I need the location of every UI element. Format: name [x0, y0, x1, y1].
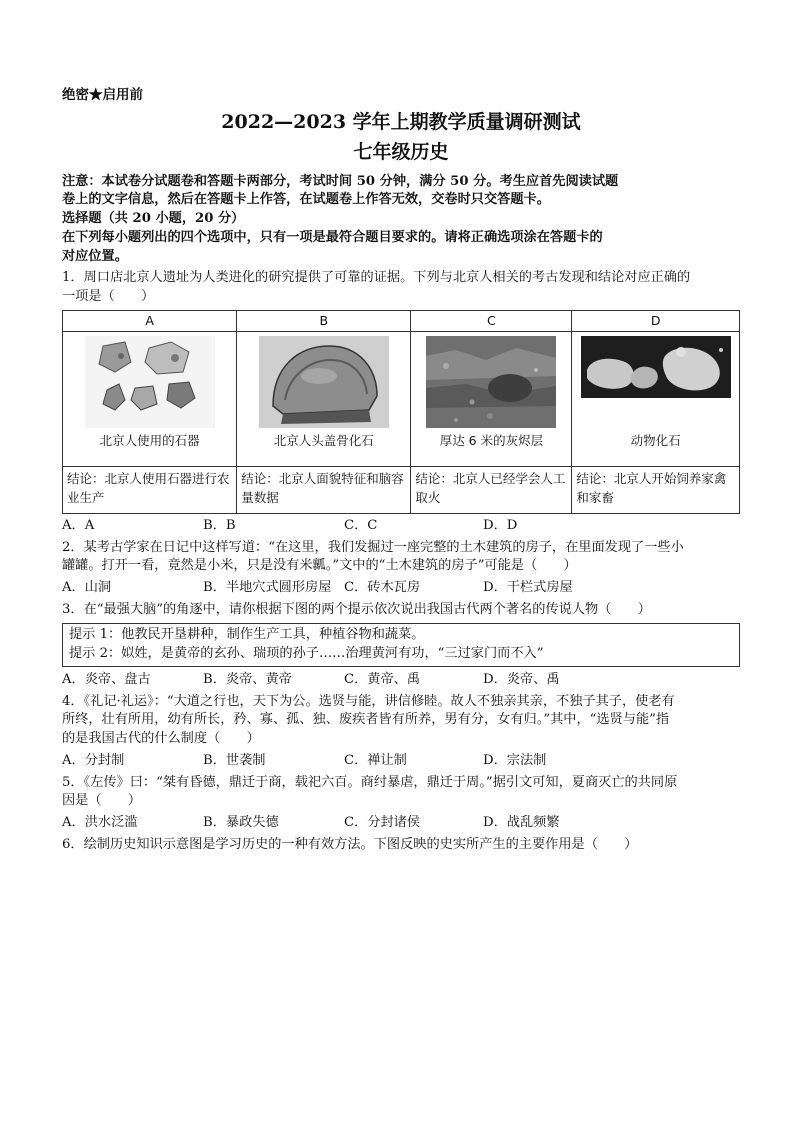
- q1-stem-line-1: 1．周口店北京人遗址为人类进化的研究提供了可靠的证据。下列与北京人相关的考古发现和结论对应正确的: [62, 270, 691, 286]
- exam-subject: 七年级历史: [353, 140, 449, 163]
- question-4: [62, 693, 740, 771]
- q4-option-a[interactable]: A．分封制: [62, 752, 125, 768]
- q3-options: [62, 671, 740, 690]
- q2-stem-line-2: 罐罐。打开一看，竟然是小米，只是没有米瓤。”文中的“土木建筑的房子”可能是（ ）: [62, 558, 577, 574]
- section-heading: 选择题（共 20 小题，20 分）: [62, 211, 245, 227]
- q2-options: [62, 579, 740, 598]
- skull-fossil-image: [259, 336, 389, 428]
- question-2: [62, 539, 740, 598]
- q3-option-d[interactable]: D．炎帝、禹: [483, 671, 560, 687]
- q5-option-b[interactable]: B．暴政失德: [203, 815, 279, 831]
- q1-caption-d: 动物化石: [630, 432, 681, 448]
- q4-stem-line-2: 所终，壮有所用，幼有所长，矜、寡、孤、独、废疾者皆有所养，男有分，女有归。”其中，“选贤与能”指: [62, 712, 670, 728]
- notice-line-1: 注意：本试卷分试题卷和答题卡两部分，考试时间 50 分钟，满分 50 分。考生应首先阅读试题: [62, 173, 619, 189]
- q1-conclusion-a: 结论：北京人使用石器进行农业生产: [63, 466, 237, 513]
- q5-options: [62, 814, 740, 833]
- q4-options: [62, 752, 740, 771]
- q4-stem-line-3: 的是我国古代的什么制度（ ）: [62, 731, 260, 747]
- q3-hint-box: [62, 623, 740, 666]
- q1-conclusion-d: 结论：北京人开始饲养家禽和家畜: [572, 466, 740, 513]
- q3-option-a[interactable]: A．炎帝、盘古: [62, 671, 151, 687]
- exam-title: 2022—2023 学年上期教学质量调研测试: [221, 111, 581, 134]
- q1-col-d-letter: D: [572, 310, 740, 331]
- q1-caption-c: 厚达 6 米的灰烬层: [439, 432, 544, 448]
- q4-stem-line-1: 4．《礼记·礼运》：“大道之行也，天下为公。选贤与能，讲信修睦。故人不独亲其亲，不独子其子，使老有: [62, 693, 675, 709]
- q1-cell-c: [411, 331, 572, 466]
- question-1: [62, 269, 740, 535]
- q1-caption-b: 北京人头盖骨化石: [273, 432, 374, 448]
- q5-stem-line-2: 因是（ ）: [62, 793, 142, 809]
- q2-option-b[interactable]: B．半地穴式圆形房屋: [203, 580, 332, 595]
- q3-hint-1: 提示 1：他教民开垦耕种，制作生产工具，种植谷物和蔬菜。: [69, 627, 425, 643]
- q1-cell-d: [572, 331, 740, 466]
- q1-stem-line-2: 一项是（ ）: [62, 289, 155, 305]
- q2-option-c[interactable]: C．砖木瓦房: [344, 580, 421, 595]
- q6-stem: 6．绘制历史知识示意图是学习历史的一种有效方法。下图反映的史实所产生的主要作用是（ ）: [62, 836, 638, 852]
- question-3: [62, 601, 740, 690]
- section-instruction-1: 在下列每小题列出的四个选项中，只有一项是最符合题目要求的。请将正确选项涂在答题卡的: [62, 229, 603, 245]
- q2-stem-line-1: 2．某考古学家在日记中这样写道：“在这里，我们发掘过一座完整的土木建筑的房子，在里面发现了一些小: [62, 539, 684, 555]
- q1-option-a[interactable]: A．A: [62, 517, 95, 533]
- q1-option-b[interactable]: B．B: [203, 517, 236, 533]
- q5-option-d[interactable]: D．战乱频繁: [483, 815, 560, 831]
- notice-line-2: 卷上的文字信息，然后在答题卡上作答，在试题卷上作答无效，交卷时只交答题卡。: [62, 192, 550, 208]
- q1-evidence-table: [62, 310, 740, 514]
- q4-option-b[interactable]: B．世袭制: [203, 752, 266, 768]
- section-instruction-2: 对应位置。: [62, 248, 128, 264]
- q1-cell-b: [237, 331, 411, 466]
- q3-hint-2: 提示 2：姒姓，是黄帝的玄孙、瑞顼的孙子……治理黄河有功，“三过家门而不入”: [69, 646, 544, 662]
- q4-option-c[interactable]: C．禅让制: [344, 752, 407, 768]
- q3-option-c[interactable]: C．黄帝、禹: [344, 671, 421, 687]
- q3-stem: 3．在“最强大脑”的角逐中，请你根据下图的两个提示依次说出我国古代两个著名的传说人物（ ）: [62, 601, 651, 617]
- question-6: [62, 836, 740, 855]
- q5-option-a[interactable]: A．洪水泛滥: [62, 815, 138, 831]
- q2-option-d[interactable]: D．干栏式房屋: [483, 580, 573, 595]
- q1-caption-a: 北京人使用的石器: [99, 432, 200, 448]
- q1-col-b-letter: B: [237, 310, 411, 331]
- q1-col-c-letter: C: [411, 310, 572, 331]
- q2-option-a[interactable]: A．山洞: [62, 580, 112, 595]
- question-5: [62, 774, 740, 833]
- q1-option-d[interactable]: D．D: [483, 517, 518, 533]
- ash-layer-image: [426, 336, 556, 428]
- animal-fossil-image: [591, 336, 721, 428]
- q5-option-c[interactable]: C．分封诸侯: [344, 815, 421, 831]
- stone-tools-image: [85, 336, 215, 428]
- q1-col-a-letter: A: [63, 310, 237, 331]
- q1-conclusion-c: 结论：北京人已经学会人工取火: [411, 466, 572, 513]
- q5-stem-line-1: 5．《左传》曰：“桀有昏德，鼎迁于商，载祀六百。商纣暴虐，鼎迁于周。”据引文可知，夏商灭亡的共同原: [62, 774, 678, 790]
- q1-options: [62, 517, 740, 536]
- q1-cell-a: [63, 331, 237, 466]
- q1-option-c[interactable]: C．C: [344, 517, 378, 533]
- q1-conclusion-b: 结论：北京人面貌特征和脑容量数据: [237, 466, 411, 513]
- q3-option-b[interactable]: B．炎帝、黄帝: [203, 671, 292, 687]
- exam-page: [62, 86, 740, 855]
- q4-option-d[interactable]: D．宗法制: [483, 752, 547, 768]
- confidential-label: 绝密★启用前: [62, 87, 143, 103]
